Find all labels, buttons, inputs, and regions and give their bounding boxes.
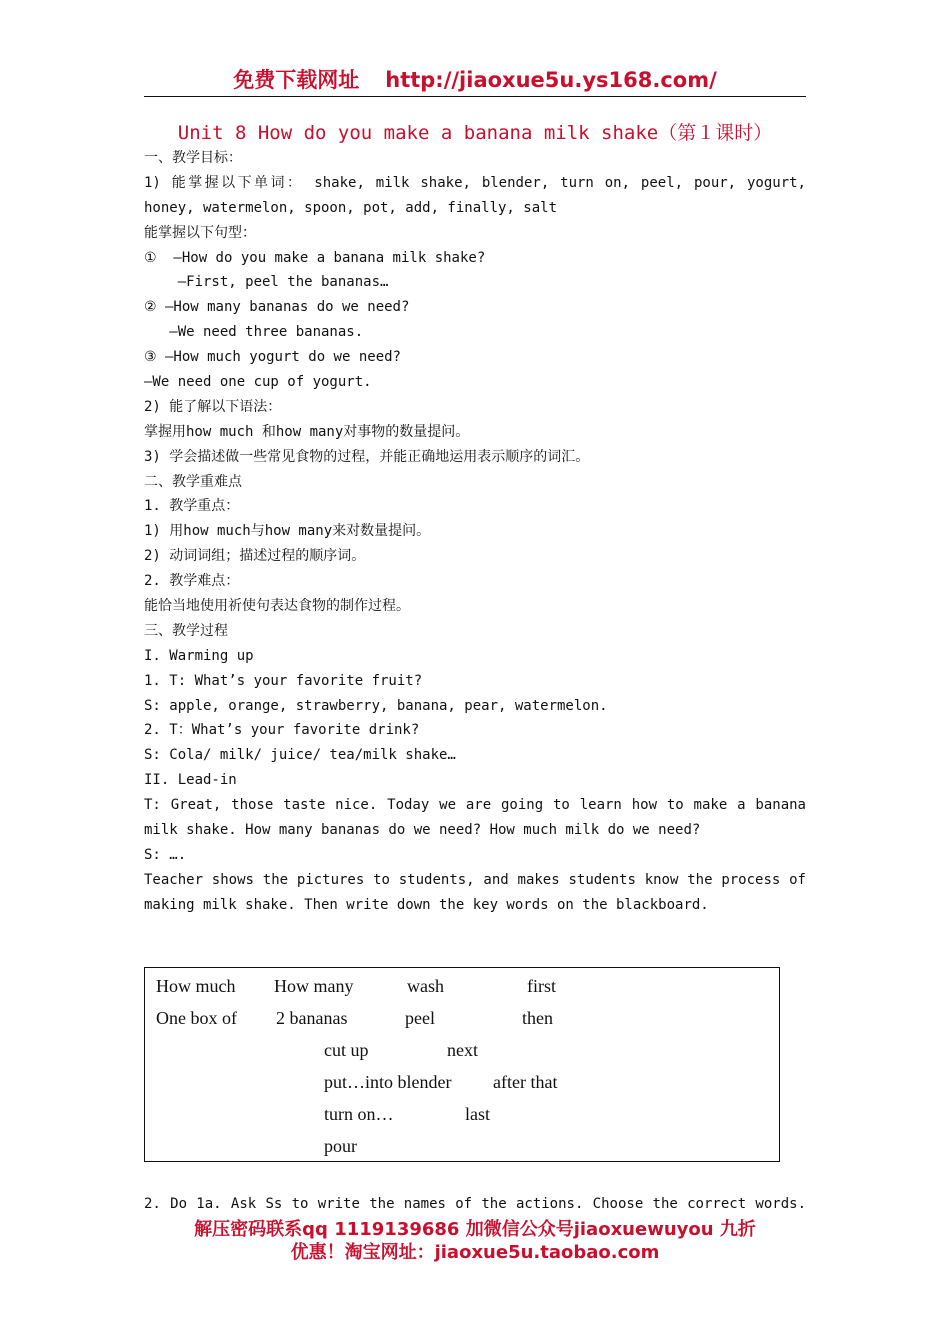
body-line: 掌握用how much 和how many对事物的数量提问。 xyxy=(144,423,470,440)
lesson-body xyxy=(144,146,806,918)
body-line: 1. 教学重点： xyxy=(144,498,240,515)
body-line: 二、教学重难点 xyxy=(144,473,242,490)
header-label: 免费下载网址 xyxy=(233,68,360,92)
box-word: wash xyxy=(407,976,444,996)
body-line: S: Cola/ milk/ juice/ tea/milk shake… xyxy=(144,747,456,764)
body-line: honey, watermelon, spoon, pot, add, finally, salt xyxy=(144,199,558,216)
box-word: then xyxy=(522,1008,553,1028)
body-line: T: Great, those taste nice. Today we are going to learn how to make a banana xyxy=(144,797,806,814)
body-line: I. Warming up xyxy=(144,647,254,664)
footer-line: 解压密码联系qq 1119139686 加微信公众号jiaoxuewuyou 九折 xyxy=(194,1219,756,1240)
box-word: next xyxy=(447,1040,478,1060)
body-line: 2) 动词词组；描述过程的顺序词。 xyxy=(144,548,366,565)
box-word: put…into blender xyxy=(324,1072,452,1092)
body-line: 能掌握以下句型： xyxy=(144,224,256,241)
body-line: 三、教学过程 xyxy=(144,622,228,639)
box-word: cut up xyxy=(324,1040,369,1060)
box-word: turn on… xyxy=(324,1104,394,1124)
body-line: 1) 用how much与how many来对数量提问。 xyxy=(144,523,431,540)
body-line: ③ —How much yogurt do we need? xyxy=(144,349,401,366)
body-line: S: apple, orange, strawberry, banana, pear, watermelon. xyxy=(144,697,608,714)
body-line: 2. 教学难点： xyxy=(144,573,240,590)
body-line: 1. T: What’s your favorite fruit? xyxy=(144,672,423,689)
body-line: 一、教学目标： xyxy=(144,150,242,166)
box-word: 2 bananas xyxy=(276,1008,348,1028)
body-line: S: …. xyxy=(144,846,187,863)
body-line: —First, peel the bananas… xyxy=(144,274,389,291)
lesson-title: Unit 8 How do you make a banana milk shake（第１课时） xyxy=(177,122,773,144)
header-url-link[interactable]: http://jiaoxue5u.ys168.com/ xyxy=(385,68,717,92)
box-word: first xyxy=(527,976,556,996)
box-word: peel xyxy=(405,1008,435,1028)
page-header xyxy=(144,66,806,97)
box-word: One box of xyxy=(156,1008,237,1028)
body-line: ① —How do you make a banana milk shake? xyxy=(144,249,486,266)
body-line: —We need one cup of yogurt. xyxy=(144,374,372,391)
body-line: 1) 能掌握以下单词： shake, milk shake, blender, turn on, peel, pour, yogurt, xyxy=(144,174,806,191)
body-line: 能恰当地使用祈使句表达食物的制作过程。 xyxy=(144,598,410,615)
body-line: ② —How many bananas do we need? xyxy=(144,299,410,316)
body-line: making milk shake. Then write down the key words on the blackboard. xyxy=(144,896,709,913)
body-line: II. Lead-in xyxy=(144,772,237,789)
body-line: 2. T：What’s your favorite drink? xyxy=(144,722,420,739)
body-line: milk shake. How many bananas do we need? How much milk do we need? xyxy=(144,822,701,839)
activity-line: 2. Do 1a. Ask Ss to write the names of the actions. Choose the correct words. xyxy=(144,1196,806,1212)
footer-line: 优惠！淘宝网址：jiaoxue5u.taobao.com xyxy=(290,1242,660,1263)
body-line: 2) 能了解以下语法： xyxy=(144,398,282,415)
key-words-box xyxy=(144,967,780,1162)
body-line: —We need three bananas. xyxy=(144,324,364,341)
box-word: How many xyxy=(274,976,354,996)
box-word: last xyxy=(465,1104,490,1124)
box-word: after that xyxy=(493,1072,558,1092)
box-word: How much xyxy=(156,976,236,996)
box-word: pour xyxy=(324,1136,357,1156)
body-line: Teacher shows the pictures to students, and makes students know the process of xyxy=(144,871,806,888)
body-line: 3) 学会描述做一些常见食物的过程，并能正确地运用表示顺序的词汇。 xyxy=(144,448,590,465)
page-footer xyxy=(120,1218,830,1264)
